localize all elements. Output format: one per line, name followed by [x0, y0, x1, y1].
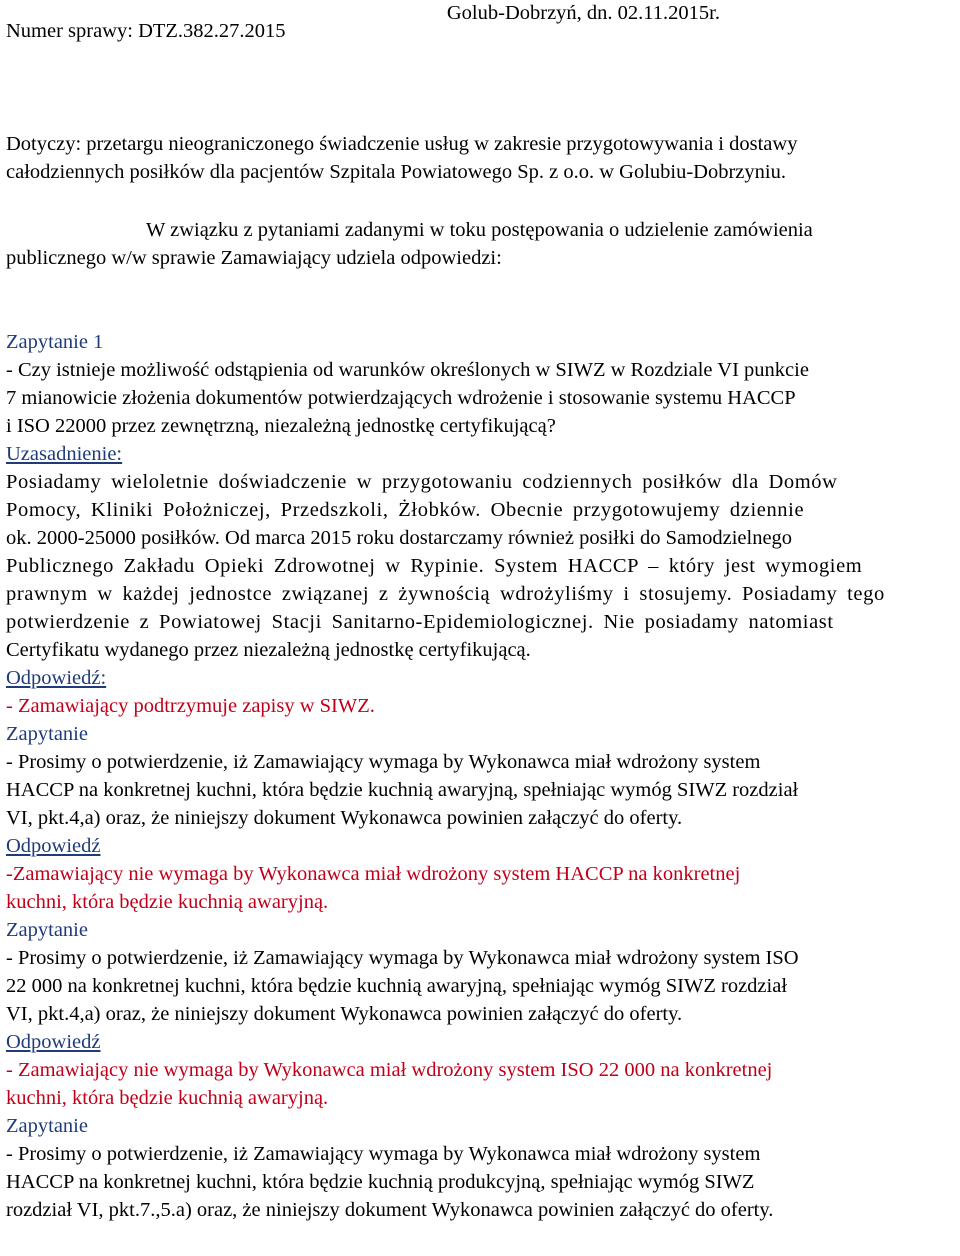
answer-line: kuchni, która będzie kuchnią awaryjną.: [6, 891, 329, 913]
answer-line: - Zamawiający nie wymaga by Wykonawca miał wdrożony system ISO 22 000 na konkretnej: [6, 1059, 773, 1081]
question-line: 22 000 na konkretnej kuchni, która będzie kuchnią awaryjną, spełniając wymóg SIWZ rozdział: [6, 975, 788, 997]
justification-line: Pomocy, Kliniki Położniczej, Przedszkoli, Żłobków. Obecnie przygotowujemy dziennie: [6, 499, 805, 521]
answer-label: Odpowiedź: [6, 1031, 101, 1053]
question-line: rozdział VI, pkt.7.,5.a) oraz, że niniejszy dokument Wykonawca powinien załączyć do oferty.: [6, 1199, 774, 1221]
question-label: Zapytanie 1: [6, 331, 104, 353]
question-line: - Czy istnieje możliwość odstąpienia od warunków określonych w SIWZ w Rozdziale VI punkcie: [6, 359, 809, 381]
justification-label: Uzasadnienie:: [6, 443, 123, 465]
question-label: Zapytanie: [6, 1115, 88, 1137]
justification-line: prawnym w każdej jednostce związanej z żywnością wdrożyliśmy i stosujemy. Posiadamy tego: [6, 583, 885, 605]
question-3: [6, 916, 956, 1112]
justification-line: Certyfikatu wydanego przez niezależną jednostkę certyfikującą.: [6, 639, 531, 661]
question-2: [6, 720, 956, 916]
answer-label: Odpowiedź: [6, 835, 101, 857]
intro-paragraph: [6, 216, 956, 272]
case-number: Numer sprawy: DTZ.382.27.2015: [6, 20, 286, 42]
answer-line: kuchni, która będzie kuchnią awaryjną.: [6, 1087, 329, 1109]
question-label: Zapytanie: [6, 723, 88, 745]
question-line: VI, pkt.4,a) oraz, że niniejszy dokument Wykonawca powinien załączyć do oferty.: [6, 1003, 683, 1025]
answer-text: - Zamawiający podtrzymuje zapisy w SIWZ.: [6, 695, 375, 717]
question-line: - Prosimy o potwierdzenie, iż Zamawiający wymaga by Wykonawca miał wdrożony system ISO: [6, 947, 799, 969]
subject-line: całodziennych posiłków dla pacjentów Szpitala Powiatowego Sp. z o.o. w Golubiu-Dobrzyniu.: [6, 161, 786, 183]
document-page: [6, 2, 956, 1224]
place-date: Golub-Dobrzyń, dn. 02.11.2015r.: [446, 2, 720, 24]
question-line: i ISO 22000 przez zewnętrzną, niezależną jednostkę certyfikującą?: [6, 415, 556, 437]
intro-line: publicznego w/w sprawie Zamawiający udziela odpowiedzi:: [6, 247, 502, 269]
subject: [6, 130, 956, 186]
question-4: [6, 1112, 956, 1224]
justification-line: potwierdzenie z Powiatowej Stacji Sanitarno-Epidemiologicznej. Nie posiadamy natomiast: [6, 611, 834, 633]
justification-line: Publicznego Zakładu Opieki Zdrowotnej w Rypinie. System HACCP – który jest wymogiem: [6, 555, 863, 577]
question-line: - Prosimy o potwierdzenie, iż Zamawiający wymaga by Wykonawca miał wdrożony system: [6, 1143, 761, 1165]
question-label: Zapytanie: [6, 919, 88, 941]
question-line: HACCP na konkretnej kuchni, która będzie kuchnią awaryjną, spełniając wymóg SIWZ rozdział: [6, 779, 799, 801]
question-1: [6, 328, 956, 720]
question-line: 7 mianowicie złożenia dokumentów potwierdzających wdrożenie i stosowanie systemu HACCP: [6, 387, 796, 409]
answer-line: -Zamawiający nie wymaga by Wykonawca miał wdrożony system HACCP na konkretnej: [6, 863, 741, 885]
question-line: VI, pkt.4,a) oraz, że niniejszy dokument Wykonawca powinien załączyć do oferty.: [6, 807, 683, 829]
answer-label: Odpowiedź:: [6, 667, 107, 689]
justification-line: ok. 2000-25000 posiłków. Od marca 2015 roku dostarczamy również posiłki do Samodzielnego: [6, 527, 793, 549]
subject-line: Dotyczy: przetargu nieograniczonego świadczenie usług w zakresie przygotowywania i dostawy: [6, 133, 798, 155]
intro-line: W związku z pytaniami zadanymi w toku postępowania o udzielenie zamówienia: [146, 219, 813, 241]
justification-line: Posiadamy wieloletnie doświadczenie w przygotowaniu codziennych posiłków dla Domów: [6, 471, 838, 493]
document-header: [6, 2, 956, 49]
question-line: HACCP na konkretnej kuchni, która będzie kuchnią produkcyjną, spełniając wymóg SIWZ: [6, 1171, 755, 1193]
question-line: - Prosimy o potwierdzenie, iż Zamawiający wymaga by Wykonawca miał wdrożony system: [6, 751, 761, 773]
